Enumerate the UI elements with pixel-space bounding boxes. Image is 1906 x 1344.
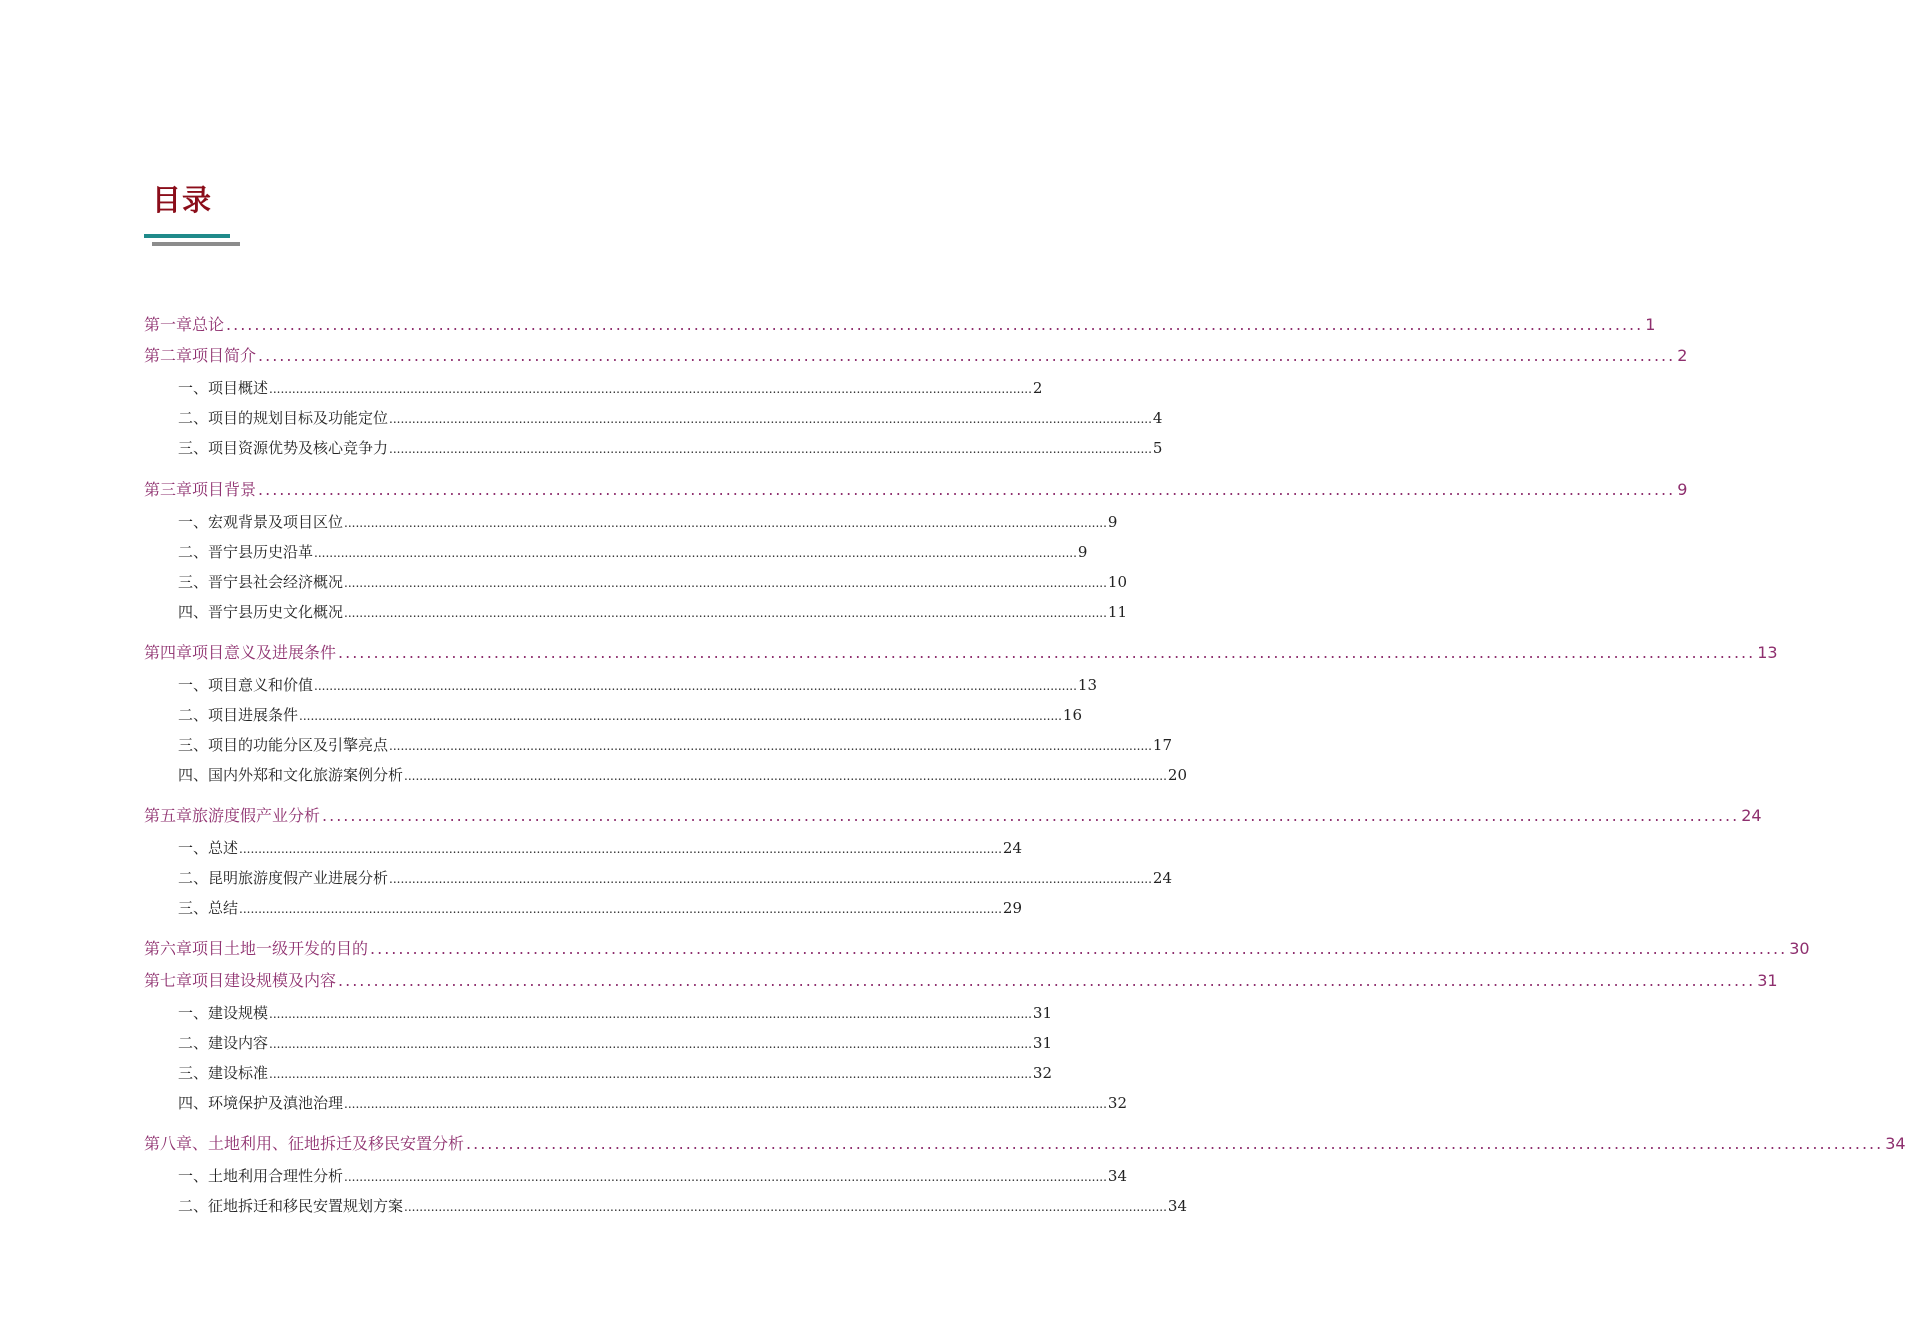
toc-dot-leader: ........................................................................................................................................................................................................ <box>389 442 1152 456</box>
toc-page-number: 9 <box>1107 513 1118 531</box>
toc-page-number: 34 <box>1107 1167 1128 1185</box>
toc-entry-number: 一、 <box>178 513 209 531</box>
toc-section-row[interactable] <box>178 734 1173 755</box>
toc-entry-number: 第二章 <box>144 346 193 365</box>
toc-section-row[interactable] <box>178 1092 1128 1113</box>
toc-entry-number: 一、 <box>178 1004 209 1022</box>
toc-dot-leader: ........................................................................................................................................................................................................ <box>344 516 1107 530</box>
toc-page-number: 4 <box>1152 409 1163 427</box>
toc-entry-number: 第四章 <box>144 643 193 662</box>
toc-dot-leader: ........................................................................................................................................................................................................ <box>344 1170 1107 1184</box>
toc-entry-number: 第五章 <box>144 806 193 825</box>
toc-dot-leader: ........................................................................................................................................................................................................ <box>389 739 1152 753</box>
toc-dot-leader: ........................................................................................................................................................................................................ <box>269 382 1032 396</box>
toc-dot-leader: ........................................................................................................................................................................................................ <box>299 709 1062 723</box>
toc-entry-number: 第三章 <box>144 480 193 499</box>
toc-section-row[interactable] <box>178 1195 1188 1216</box>
toc-entry-number: 第六章 <box>144 939 193 958</box>
toc-entry-title: 土地利用合理性分析 <box>208 1167 344 1185</box>
toc-entry-number: 一、 <box>178 1167 209 1185</box>
toc-entry-title: 晋宁县历史文化概况 <box>208 603 344 621</box>
page-title: 目录 <box>152 183 213 217</box>
toc-section-row[interactable] <box>178 674 1098 695</box>
toc-entry-title: 昆明旅游度假产业进展分析 <box>208 869 389 887</box>
toc-dot-leader: ........................................................................................................................................................................................................ <box>226 315 1644 334</box>
toc-chapter-row[interactable] <box>144 803 1762 826</box>
toc-chapter-row[interactable] <box>144 343 1688 366</box>
toc-entry-number: 四、 <box>178 1094 209 1112</box>
toc-section-row[interactable] <box>178 1165 1128 1186</box>
toc-page-number: 24 <box>1002 839 1023 857</box>
toc-section-row[interactable] <box>178 511 1118 532</box>
toc-entry-number: 二、 <box>178 706 209 724</box>
toc-page-number: 24 <box>1741 806 1762 825</box>
toc-entry-number: 二、 <box>178 1197 209 1215</box>
toc-dot-leader: ........................................................................................................................................................................................................ <box>269 1007 1032 1021</box>
toc-dot-leader: ........................................................................................................................................................................................................ <box>269 1037 1032 1051</box>
toc-section-row[interactable] <box>178 1002 1053 1023</box>
toc-entry-title: 项目建设规模及内容 <box>192 971 337 990</box>
toc-entry-title: 征地拆迁和移民安置规划方案 <box>208 1197 404 1215</box>
toc-entry-title: 项目的规划目标及功能定位 <box>208 409 389 427</box>
toc-chapter-row[interactable] <box>144 968 1778 991</box>
toc-chapter-row[interactable] <box>144 1131 1906 1154</box>
toc-dot-leader: ........................................................................................................................................................................................................ <box>389 872 1152 886</box>
toc-page-number: 32 <box>1032 1064 1053 1082</box>
toc-section-row[interactable] <box>178 1032 1053 1053</box>
toc-page-number: 10 <box>1107 573 1128 591</box>
toc-entry-number: 第八章、 <box>144 1134 209 1153</box>
toc-page-number: 31 <box>1032 1034 1053 1052</box>
toc-chapter-row[interactable] <box>144 640 1778 663</box>
toc-entry-title: 项目进展条件 <box>208 706 299 724</box>
toc-entry-title: 土地利用、征地拆迁及移民安置分析 <box>208 1134 465 1153</box>
toc-entry-title: 晋宁县历史沿革 <box>208 543 314 561</box>
toc-dot-leader: ........................................................................................................................................................................................................ <box>370 939 1788 958</box>
toc-section-row[interactable] <box>178 377 1043 398</box>
toc-entry-number: 四、 <box>178 766 209 784</box>
toc-dot-leader: ........................................................................................................................................................................................................ <box>239 842 1002 856</box>
toc-dot-leader: ........................................................................................................................................................................................................ <box>338 971 1756 990</box>
toc-entry-number: 三、 <box>178 736 209 754</box>
toc-entry-number: 第一章 <box>144 315 193 334</box>
toc-page-number: 34 <box>1885 1134 1906 1153</box>
toc-page-number: 31 <box>1032 1004 1053 1022</box>
toc-entry-number: 一、 <box>178 676 209 694</box>
toc-entry-title: 项目土地一级开发的目的 <box>192 939 369 958</box>
toc-page-number: 2 <box>1032 379 1043 397</box>
toc-entry-title: 建设规模 <box>208 1004 269 1022</box>
toc-entry-title: 总述 <box>208 839 239 857</box>
toc-dot-leader: ........................................................................................................................................................................................................ <box>338 643 1756 662</box>
toc-section-row[interactable] <box>178 897 1023 918</box>
toc-entry-number: 三、 <box>178 439 209 457</box>
toc-dot-leader: ........................................................................................................................................................................................................ <box>322 806 1740 825</box>
toc-entry-number: 一、 <box>178 379 209 397</box>
toc-entry-title: 旅游度假产业分析 <box>192 806 321 825</box>
toc-entry-title: 宏观背景及项目区位 <box>208 513 344 531</box>
toc-page-number: 16 <box>1062 706 1083 724</box>
toc-dot-leader: ........................................................................................................................................................................................................ <box>239 902 1002 916</box>
toc-page-number: 13 <box>1757 643 1778 662</box>
toc-section-row[interactable] <box>178 1062 1053 1083</box>
toc-entry-title: 环境保护及滇池治理 <box>208 1094 344 1112</box>
toc-entry-title: 项目简介 <box>192 346 257 365</box>
toc-section-row[interactable] <box>178 867 1173 888</box>
toc-entry-title: 项目概述 <box>208 379 269 397</box>
toc-page-number: 17 <box>1152 736 1173 754</box>
toc-entry-number: 第七章 <box>144 971 193 990</box>
toc-dot-leader: ........................................................................................................................................................................................................ <box>269 1067 1032 1081</box>
toc-section-row[interactable] <box>178 704 1083 725</box>
toc-dot-leader: ........................................................................................................................................................................................................ <box>404 769 1167 783</box>
toc-entry-number: 二、 <box>178 543 209 561</box>
toc-entry-title: 项目意义及进展条件 <box>192 643 337 662</box>
toc-entry-number: 二、 <box>178 1034 209 1052</box>
toc-section-row[interactable] <box>178 764 1188 785</box>
toc-entry-title: 建设标准 <box>208 1064 269 1082</box>
toc-entry-title: 国内外郑和文化旅游案例分析 <box>208 766 404 784</box>
toc-entry-title: 晋宁县社会经济概况 <box>208 573 344 591</box>
toc-section-row[interactable] <box>178 837 1023 858</box>
toc-dot-leader: ........................................................................................................................................................................................................ <box>404 1200 1167 1214</box>
toc-entry-title: 总结 <box>208 899 239 917</box>
toc-dot-leader: ........................................................................................................................................................................................................ <box>344 1097 1107 1111</box>
toc-entry-title: 项目的功能分区及引擎亮点 <box>208 736 389 754</box>
toc-page-number: 30 <box>1789 939 1810 958</box>
toc-section-row[interactable] <box>178 571 1128 592</box>
toc-entry-number: 四、 <box>178 603 209 621</box>
toc-dot-leader: ........................................................................................................................................................................................................ <box>314 679 1077 693</box>
toc-page-number: 20 <box>1167 766 1188 784</box>
toc-page-number: 5 <box>1152 439 1163 457</box>
toc-entry-title: 总论 <box>192 315 225 334</box>
toc-dot-leader: ........................................................................................................................................................................................................ <box>466 1134 1884 1153</box>
toc-chapter-row[interactable] <box>144 312 1656 335</box>
toc-page-number: 1 <box>1645 315 1656 334</box>
toc-dot-leader: ........................................................................................................................................................................................................ <box>344 606 1107 620</box>
toc-page-number: 32 <box>1107 1094 1128 1112</box>
toc-chapter-row[interactable] <box>144 936 1810 959</box>
toc-dot-leader: ........................................................................................................................................................................................................ <box>314 546 1077 560</box>
toc-entry-number: 二、 <box>178 409 209 427</box>
toc-dot-leader: ........................................................................................................................................................................................................ <box>258 480 1676 499</box>
toc-entry-title: 项目意义和价值 <box>208 676 314 694</box>
toc-page-number: 24 <box>1152 869 1173 887</box>
toc-page-number: 34 <box>1167 1197 1188 1215</box>
toc-section-row[interactable] <box>178 407 1163 428</box>
toc-entry-title: 项目背景 <box>192 480 257 499</box>
toc-chapter-row[interactable] <box>144 477 1688 500</box>
title-underline-gray <box>152 242 240 246</box>
toc-section-row[interactable] <box>178 541 1088 562</box>
toc-dot-leader: ........................................................................................................................................................................................................ <box>258 346 1676 365</box>
toc-entry-number: 一、 <box>178 839 209 857</box>
toc-page-number: 29 <box>1002 899 1023 917</box>
toc-page-number: 9 <box>1677 480 1688 499</box>
toc-page-number: 9 <box>1077 543 1088 561</box>
toc-entry-title: 项目资源优势及核心竞争力 <box>208 439 389 457</box>
toc-entry-number: 三、 <box>178 899 209 917</box>
title-underline-teal <box>144 234 230 238</box>
toc-page-number: 2 <box>1677 346 1688 365</box>
toc-page-number: 31 <box>1757 971 1778 990</box>
toc-page-number: 13 <box>1077 676 1098 694</box>
toc-section-row[interactable] <box>178 601 1128 622</box>
toc-dot-leader: ........................................................................................................................................................................................................ <box>389 412 1152 426</box>
toc-page-number: 11 <box>1107 603 1128 621</box>
toc-entry-number: 二、 <box>178 869 209 887</box>
toc-entry-title: 建设内容 <box>208 1034 269 1052</box>
toc-entry-number: 三、 <box>178 1064 209 1082</box>
toc-dot-leader: ........................................................................................................................................................................................................ <box>344 576 1107 590</box>
toc-entry-number: 三、 <box>178 573 209 591</box>
toc-section-row[interactable] <box>178 437 1163 458</box>
